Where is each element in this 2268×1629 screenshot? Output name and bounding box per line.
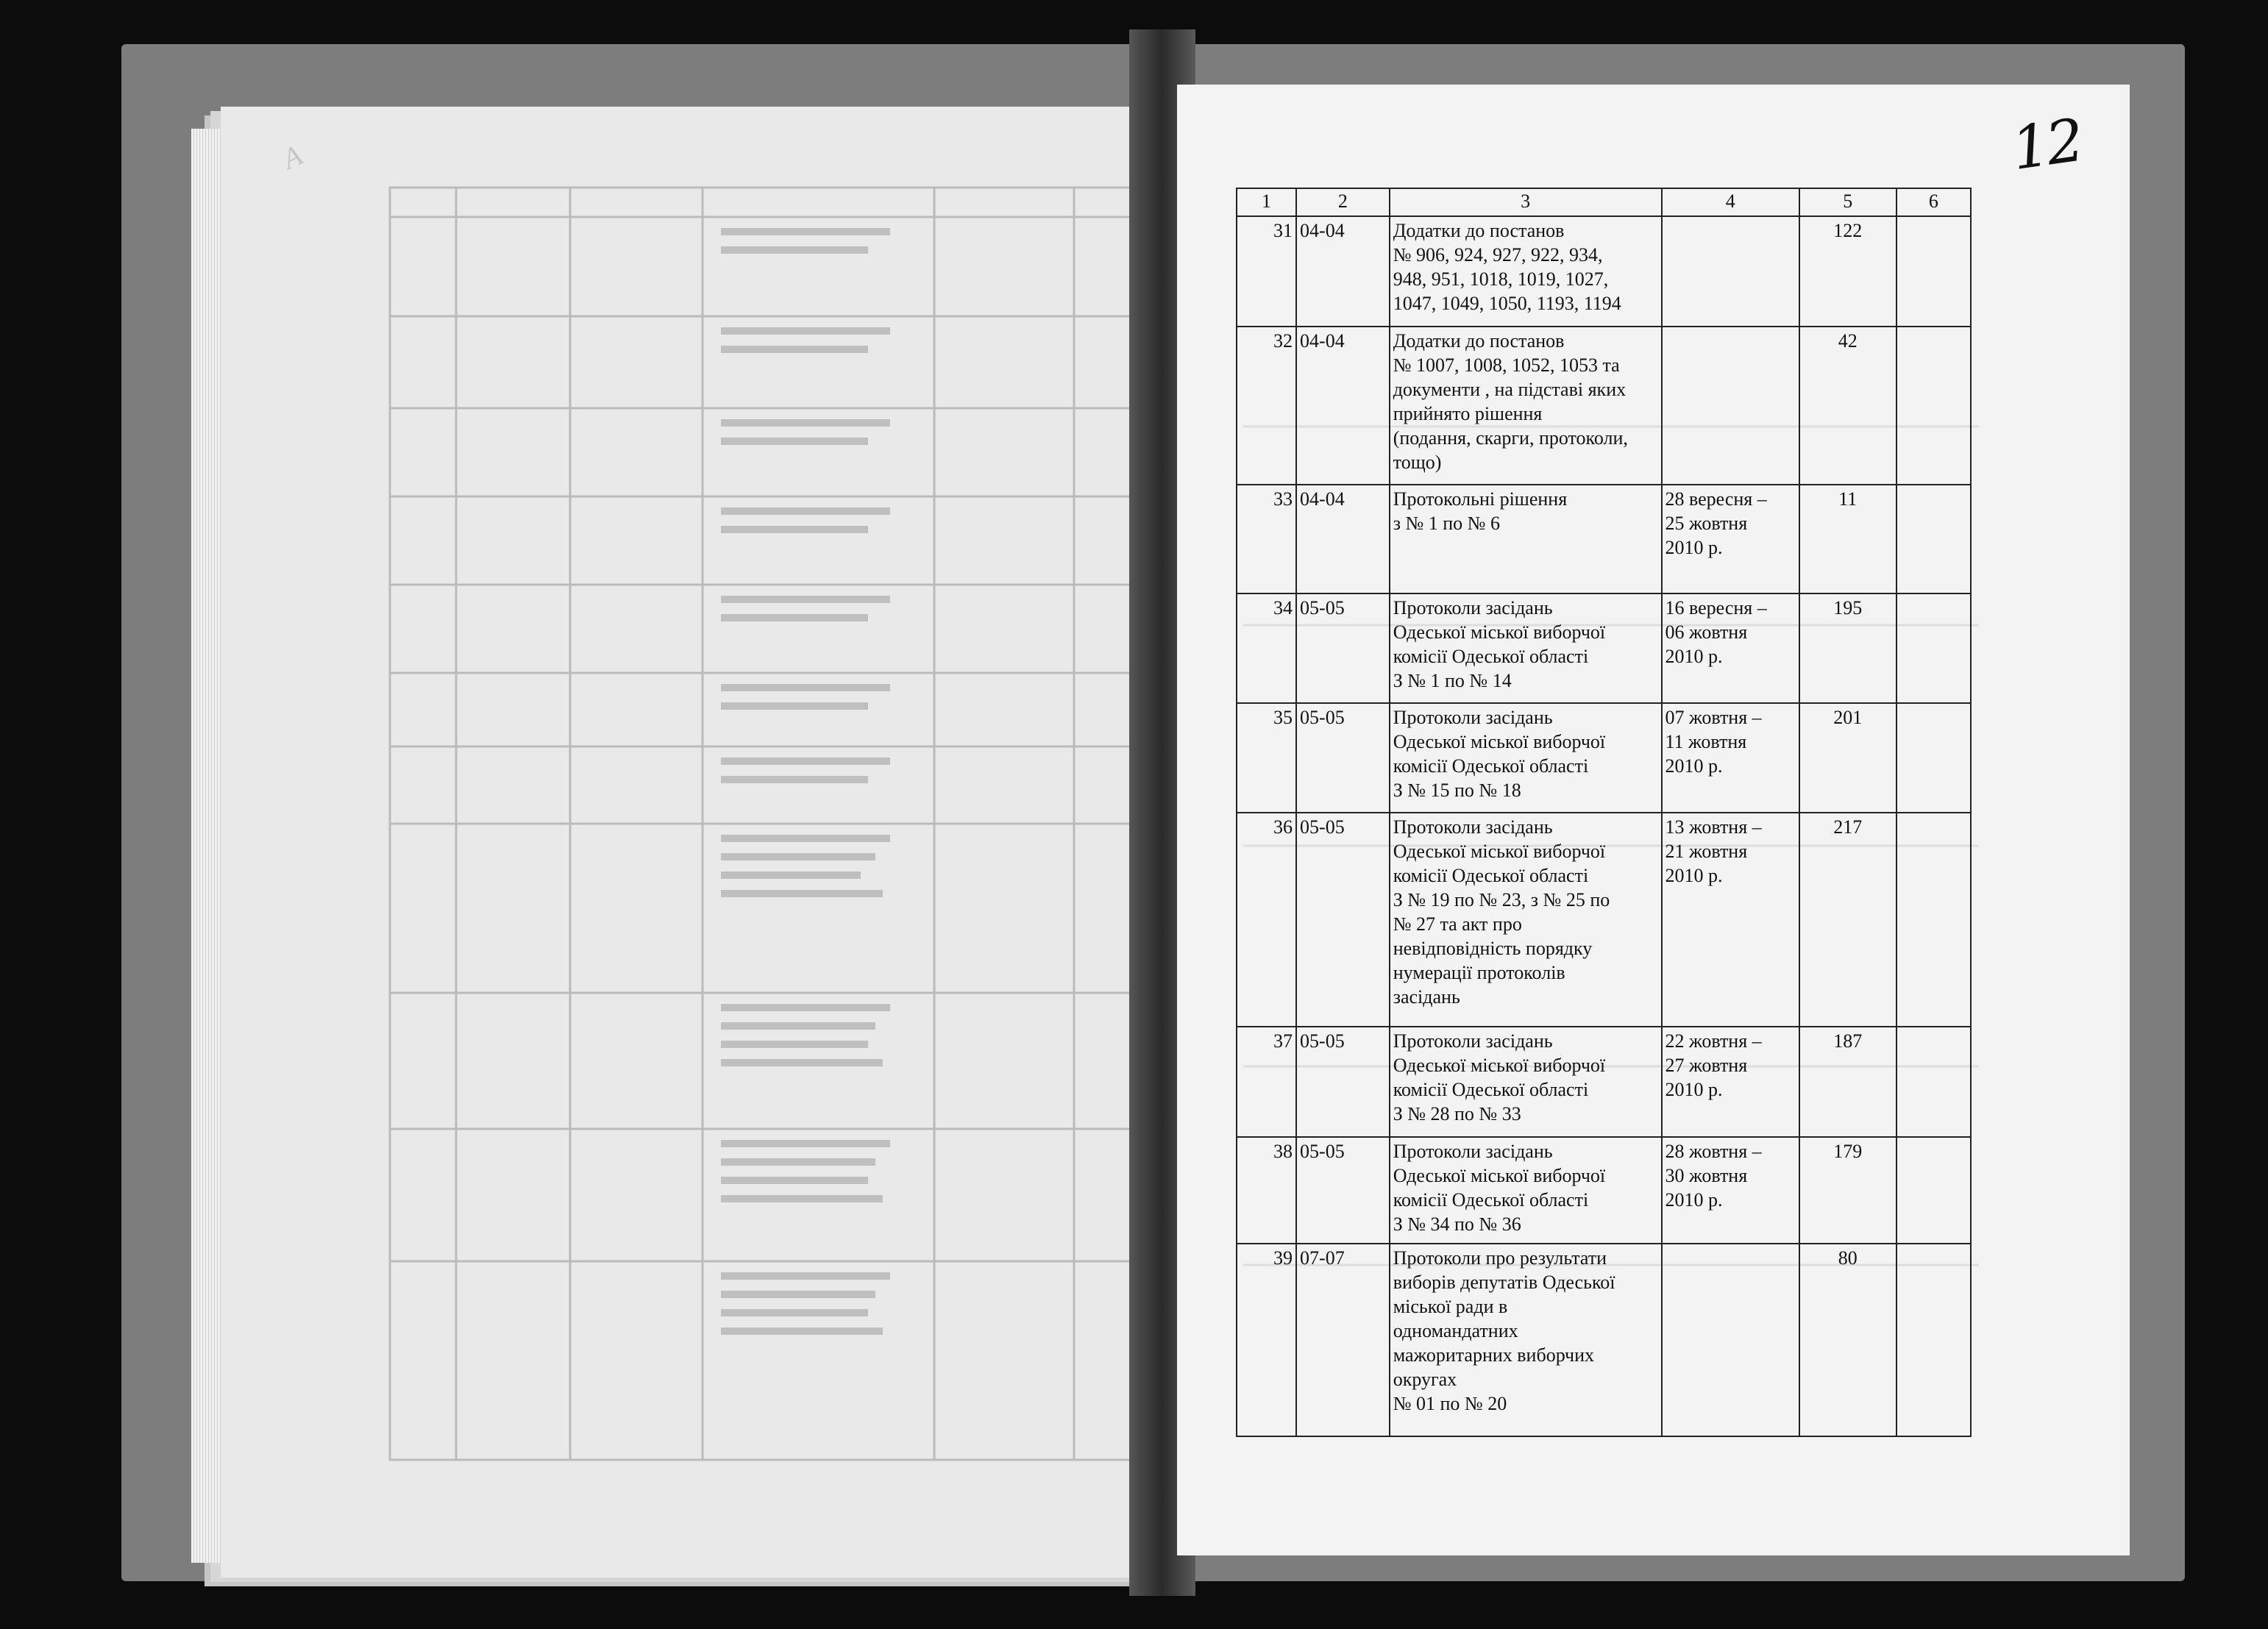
- table-row: [1237, 813, 1971, 1027]
- row-note: [1896, 1244, 1971, 1436]
- row-note: [1896, 216, 1971, 327]
- row-title: Протоколи про результати виборів депутатів Одеської міської ради в одномандатних мажоритарних виборчих округах № 01 по № 20: [1390, 1244, 1662, 1436]
- header-col-2: 2: [1296, 188, 1390, 216]
- row-index: 04-04: [1296, 485, 1390, 594]
- row-index: 05-05: [1296, 813, 1390, 1027]
- table-row: [1237, 485, 1971, 594]
- row-number: 34: [1237, 594, 1296, 703]
- row-number: 39: [1237, 1244, 1296, 1436]
- row-number: 38: [1237, 1137, 1296, 1244]
- row-title: Протоколи засідань Одеської міської виборчої комісії Одеської області З № 15 по № 18: [1390, 703, 1662, 813]
- table-row: [1237, 327, 1971, 485]
- row-note: [1896, 1137, 1971, 1244]
- row-pages: 201: [1799, 703, 1896, 813]
- row-pages: 122: [1799, 216, 1896, 327]
- row-number: 31: [1237, 216, 1296, 327]
- row-index: 07-07: [1296, 1244, 1390, 1436]
- row-note: [1896, 1027, 1971, 1137]
- table-row: [1237, 703, 1971, 813]
- row-dates: 16 вересня – 06 жовтня 2010 р.: [1662, 594, 1799, 703]
- row-number: 33: [1237, 485, 1296, 594]
- table-row: [1237, 1244, 1971, 1436]
- row-number: 37: [1237, 1027, 1296, 1137]
- row-note: [1896, 594, 1971, 703]
- header-col-3: 3: [1390, 188, 1662, 216]
- row-pages: 217: [1799, 813, 1896, 1027]
- row-pages: 187: [1799, 1027, 1896, 1137]
- row-dates: 22 жовтня – 27 жовтня 2010 р.: [1662, 1027, 1799, 1137]
- table-row: [1237, 1137, 1971, 1244]
- page-stack-edge: [191, 129, 221, 1563]
- header-col-6: 6: [1896, 188, 1971, 216]
- table-header-row: [1237, 188, 1971, 216]
- handwritten-page-number: 12: [2007, 105, 2086, 184]
- table-row: [1237, 1027, 1971, 1137]
- left-page-corner-note: А: [277, 138, 308, 177]
- row-dates: 28 вересня – 25 жовтня 2010 р.: [1662, 485, 1799, 594]
- row-dates: [1662, 1244, 1799, 1436]
- row-number: 32: [1237, 327, 1296, 485]
- row-title: Додатки до постанов № 906, 924, 927, 922, 934, 948, 951, 1018, 1019, 1027, 1047, 1049, 1050, 1193, 1194: [1390, 216, 1662, 327]
- row-index: 05-05: [1296, 1137, 1390, 1244]
- row-pages: 11: [1799, 485, 1896, 594]
- row-note: [1896, 485, 1971, 594]
- row-number: 36: [1237, 813, 1296, 1027]
- left-page-show-through-table: [386, 184, 1137, 1464]
- records-table: [1236, 188, 1972, 1437]
- row-index: 04-04: [1296, 216, 1390, 327]
- row-dates: 07 жовтня – 11 жовтня 2010 р.: [1662, 703, 1799, 813]
- header-col-4: 4: [1662, 188, 1799, 216]
- row-pages: 42: [1799, 327, 1896, 485]
- row-title: Протоколи засідань Одеської міської виборчої комісії Одеської області З № 28 по № 33: [1390, 1027, 1662, 1137]
- row-title: Протокольні рішення з № 1 по № 6: [1390, 485, 1662, 594]
- row-dates: [1662, 327, 1799, 485]
- table-row: [1237, 594, 1971, 703]
- row-pages: 80: [1799, 1244, 1896, 1436]
- row-title: Протоколи засідань Одеської міської виборчої комісії Одеської області З № 34 по № 36: [1390, 1137, 1662, 1244]
- table-row: [1237, 216, 1971, 327]
- row-pages: 195: [1799, 594, 1896, 703]
- row-note: [1896, 327, 1971, 485]
- row-number: 35: [1237, 703, 1296, 813]
- row-index: 05-05: [1296, 1027, 1390, 1137]
- row-pages: 179: [1799, 1137, 1896, 1244]
- ghost-table-lines: [386, 184, 1137, 1464]
- row-note: [1896, 703, 1971, 813]
- header-col-5: 5: [1799, 188, 1896, 216]
- row-title: Додатки до постанов № 1007, 1008, 1052, 1053 та документи , на підставі яких прийнято рішення (подання, скарги, протоколи, тощо): [1390, 327, 1662, 485]
- header-col-1: 1: [1237, 188, 1296, 216]
- row-dates: [1662, 216, 1799, 327]
- row-index: 05-05: [1296, 703, 1390, 813]
- row-dates: 13 жовтня – 21 жовтня 2010 р.: [1662, 813, 1799, 1027]
- row-title: Протоколи засідань Одеської міської виборчої комісії Одеської області З № 1 по № 14: [1390, 594, 1662, 703]
- row-index: 04-04: [1296, 327, 1390, 485]
- row-title: Протоколи засідань Одеської міської виборчої комісії Одеської області З № 19 по № 23, з № 25 по № 27 та акт про невідповідність порядку нумерації протоколів засідань: [1390, 813, 1662, 1027]
- row-note: [1896, 813, 1971, 1027]
- row-dates: 28 жовтня – 30 жовтня 2010 р.: [1662, 1137, 1799, 1244]
- row-index: 05-05: [1296, 594, 1390, 703]
